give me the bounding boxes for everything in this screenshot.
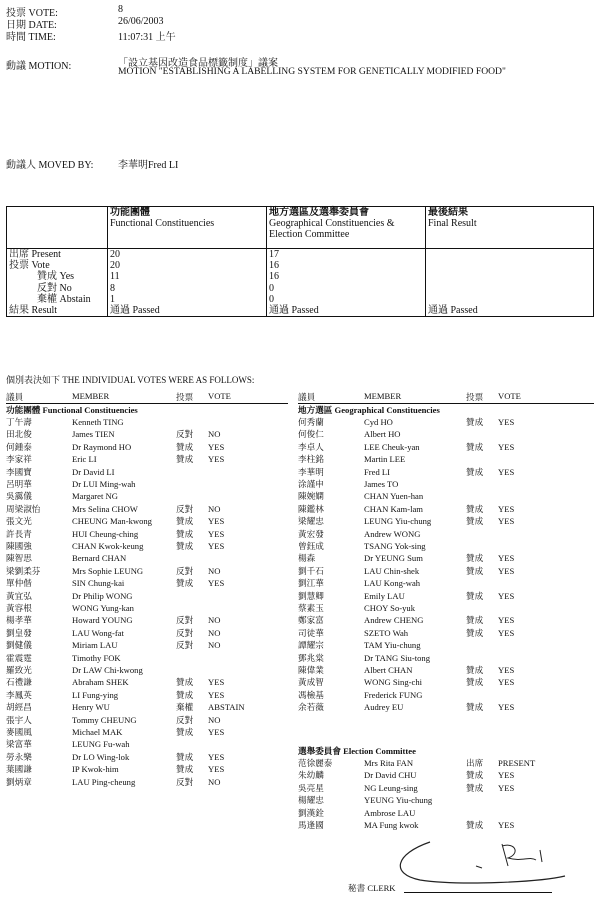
right-header-member-zh: 議員 — [298, 392, 316, 402]
vote-en: ABSTAIN — [208, 702, 245, 713]
final-values — [426, 249, 594, 317]
vote-en: NO — [208, 640, 221, 651]
label-present: 出席 Present — [9, 249, 61, 260]
member-name-zh: 周梁淑怡 — [6, 503, 41, 514]
vote-zh: 反對 — [176, 714, 194, 725]
vote-zh: 贊成 — [176, 578, 194, 589]
member-name-en: Abraham SHEK — [72, 677, 129, 688]
vote-number-value: 8 — [118, 4, 123, 15]
member-name-zh: 丁午壽 — [6, 417, 32, 427]
member-name-en: LI Fung-ying — [72, 689, 119, 700]
member-name-en: Dr Philip WONG — [72, 590, 133, 601]
final-header-zh: 最後結果 — [428, 207, 468, 218]
member-name-en: CHAN Yuen-han — [364, 491, 424, 502]
member-name-en: SZETO Wah — [364, 627, 409, 638]
label-result: 結果 Result — [9, 304, 58, 316]
member-name-en: CHEUNG Man-kwong — [72, 516, 152, 527]
member-name-zh: 劉炳章 — [6, 776, 32, 787]
vote-zh: 贊成 — [466, 417, 484, 427]
member-name-zh: 霍震霆 — [6, 652, 32, 663]
member-name-en: Cyd HO — [364, 417, 393, 427]
member-name-zh: 黃容根 — [6, 603, 32, 613]
member-name-zh: 李家祥 — [6, 454, 32, 465]
member-name-en: Dr LO Wing-lok — [72, 751, 130, 762]
vote-en: YES — [498, 627, 515, 638]
right-header-member-en: MEMBER — [364, 391, 402, 401]
fc-header-zh: 功能團體 — [110, 207, 150, 218]
member-name-zh: 劉慧卿 — [298, 590, 324, 601]
vote-zh: 反對 — [176, 565, 194, 576]
vote-zh: 贊成 — [466, 820, 484, 830]
vote-zh: 贊成 — [466, 782, 484, 793]
member-name-zh: 司徒華 — [298, 627, 324, 638]
vote-zh: 出席 — [466, 758, 484, 768]
member-name-en: Fred LI — [364, 466, 391, 477]
vote-en: YES — [208, 751, 225, 762]
member-name-en: Timothy FOK — [72, 652, 121, 663]
member-name-en: Frederick FUNG — [364, 689, 423, 700]
vote-zh: 反對 — [176, 429, 194, 440]
member-name-zh: 劉皇發 — [6, 627, 32, 638]
vote-en: YES — [498, 820, 515, 830]
member-name-en: Emily LAU — [364, 590, 405, 601]
member-name-en: HUI Cheung-ching — [72, 528, 139, 539]
ec-section-heading: 選舉委員會 Election Committee — [298, 746, 416, 756]
vote-zh: 贊成 — [466, 516, 484, 527]
vote-en: YES — [498, 553, 515, 564]
member-name-en: TSANG Yok-sing — [364, 541, 426, 551]
member-name-en: SIN Chung-kai — [72, 578, 125, 589]
member-name-en: Mrs Rita FAN — [364, 758, 414, 768]
member-name-en: Howard YOUNG — [72, 615, 133, 626]
gc-header — [267, 207, 426, 249]
member-name-en: Dr LUI Ming-wah — [72, 479, 136, 489]
vote-en: NO — [208, 714, 221, 725]
gc-abstain: 0 — [269, 293, 274, 305]
member-name-zh: 劉漢銓 — [298, 807, 324, 818]
member-name-zh: 陳偉業 — [298, 665, 324, 675]
member-name-zh: 梁劉柔芬 — [6, 565, 41, 576]
member-name-zh: 鄧兆棠 — [298, 652, 324, 663]
clerk-signature — [390, 836, 570, 886]
gc-result: 通過 Passed — [269, 304, 319, 316]
label-vote: 投票 Vote — [9, 260, 50, 272]
gc-present: 17 — [269, 249, 279, 260]
member-name-zh: 吳靄儀 — [6, 491, 32, 502]
member-name-en: IP Kwok-him — [72, 764, 119, 775]
member-name-en: Dr Raymond HO — [72, 441, 132, 452]
gc-values — [267, 249, 426, 317]
vote-zh: 贊成 — [176, 764, 194, 775]
member-name-en: YEUNG Yiu-chung — [364, 795, 433, 806]
vote-en: YES — [498, 615, 515, 626]
vote-zh: 反對 — [176, 627, 194, 638]
vote-en: YES — [208, 441, 225, 452]
member-name-en: Miriam LAU — [72, 640, 118, 651]
member-name-zh: 楊森 — [298, 553, 316, 564]
member-name-en: Michael MAK — [72, 727, 123, 737]
member-name-en: LEE Cheuk-yan — [364, 441, 420, 452]
member-name-zh: 張文光 — [6, 516, 32, 527]
member-name-zh: 羅致光 — [6, 665, 32, 675]
final-result: 通過 Passed — [428, 304, 478, 316]
member-name-en: WONG Yung-kan — [72, 603, 134, 613]
vote-en: YES — [498, 677, 515, 688]
vote-zh: 贊成 — [466, 466, 484, 477]
member-name-en: Albert HO — [364, 429, 401, 440]
fc-present: 20 — [110, 249, 120, 260]
member-name-en: Andrew CHENG — [364, 615, 424, 626]
member-name-zh: 梁耀忠 — [298, 516, 324, 527]
vote-zh: 反對 — [176, 503, 194, 514]
member-name-en: LEUNG Yiu-chung — [364, 516, 432, 527]
vote-zh: 棄權 — [176, 702, 194, 713]
summary-row-labels — [7, 249, 108, 317]
left-header-vote-en: VOTE — [208, 391, 231, 401]
member-name-zh: 吳亮星 — [298, 782, 324, 793]
member-name-zh: 單仲偕 — [6, 578, 32, 589]
member-name-zh: 曾鈺成 — [298, 541, 324, 551]
member-name-en: Tommy CHEUNG — [72, 714, 137, 725]
final-header-en: Final Result — [428, 218, 477, 230]
motion-label: 動議 MOTION: — [6, 61, 72, 72]
member-name-en: WONG Sing-chi — [364, 677, 422, 688]
time-label: 時間 TIME: — [6, 32, 56, 43]
final-header — [426, 207, 594, 249]
vote-en: YES — [498, 770, 515, 781]
member-name-en: TAM Yiu-chung — [364, 640, 421, 651]
member-name-en: Andrew WONG — [364, 528, 421, 539]
vote-en: NO — [208, 503, 221, 514]
member-name-zh: 李鳳英 — [6, 689, 32, 700]
left-header-member-zh: 議員 — [6, 392, 24, 402]
fc-section-heading: 功能團體 Functional Constituencies — [6, 405, 138, 415]
gc-yes: 16 — [269, 271, 279, 283]
member-name-zh: 黃成智 — [298, 677, 324, 688]
clerk-signature-line — [404, 892, 552, 893]
member-name-en: Henry WU — [72, 702, 110, 713]
date-label: 日期 DATE: — [6, 20, 57, 31]
vote-en: YES — [498, 782, 515, 793]
vote-zh: 贊成 — [176, 454, 194, 465]
gc-header-en: Geographical Constituencies & — [269, 218, 395, 230]
vote-zh: 贊成 — [466, 702, 484, 713]
member-name-zh: 劉千石 — [298, 565, 324, 576]
label-abstain: 棄權 Abstain — [37, 293, 91, 305]
member-name-en: Dr David LI — [72, 466, 115, 477]
member-name-zh: 馮檢基 — [298, 689, 324, 700]
vote-en: YES — [498, 441, 515, 452]
fc-vote: 20 — [110, 260, 120, 272]
member-name-en: Martin LEE — [364, 454, 406, 465]
vote-en: YES — [498, 665, 515, 675]
gc-header-zh: 地方選區及選舉委員會 — [269, 207, 369, 218]
gc-section-heading: 地方選區 Geographical Constituencies — [298, 405, 440, 415]
member-name-en: LAU Ping-cheung — [72, 776, 136, 787]
vote-en: YES — [208, 578, 225, 589]
member-name-zh: 胡經昌 — [6, 702, 32, 713]
vote-en: NO — [208, 776, 221, 787]
member-name-en: LEUNG Fu-wah — [72, 739, 130, 750]
fc-yes: 11 — [110, 271, 120, 283]
vote-zh: 贊成 — [176, 751, 194, 762]
gc-no: 0 — [269, 282, 274, 294]
member-name-zh: 葉國謙 — [6, 764, 32, 775]
member-name-en: James TO — [364, 479, 399, 489]
member-name-zh: 劉健儀 — [6, 640, 32, 651]
member-name-en: Bernard CHAN — [72, 553, 127, 564]
member-name-en: Dr YEUNG Sum — [364, 553, 423, 564]
member-name-en: LAU Chin-shek — [364, 565, 420, 576]
member-name-en: CHOY So-yuk — [364, 603, 416, 613]
label-no: 反對 No — [37, 282, 72, 294]
member-name-zh: 麥國風 — [6, 727, 32, 737]
member-name-zh: 張宇人 — [6, 714, 32, 725]
label-yes: 贊成 Yes — [37, 271, 75, 283]
fc-values — [108, 249, 267, 317]
vote-en: YES — [498, 466, 515, 477]
vote-en: YES — [498, 503, 515, 514]
member-name-en: Margaret NG — [72, 491, 118, 502]
vote-zh: 贊成 — [176, 677, 194, 688]
member-name-zh: 陳智思 — [6, 553, 32, 564]
date-value: 26/06/2003 — [118, 16, 164, 27]
right-header-vote-zh: 投票 — [466, 392, 484, 402]
vote-zh: 贊成 — [466, 565, 484, 576]
vote-en: NO — [208, 627, 221, 638]
fc-header-en: Functional Constituencies — [110, 218, 215, 230]
summary-corner — [7, 207, 108, 249]
right-header-vote-en: VOTE — [498, 391, 521, 401]
vote-zh: 反對 — [176, 640, 194, 651]
member-name-zh: 黃宏發 — [298, 528, 324, 539]
vote-en: YES — [498, 516, 515, 527]
member-name-zh: 馬逢國 — [298, 820, 324, 830]
member-name-zh: 田北俊 — [6, 429, 32, 440]
member-name-zh: 涂謹申 — [298, 479, 324, 489]
member-name-zh: 李國寶 — [6, 466, 32, 477]
member-name-zh: 陳婉嫻 — [298, 491, 324, 502]
member-name-zh: 梁富華 — [6, 739, 32, 750]
gc-header-en2: Election Committee — [269, 229, 350, 241]
member-name-en: CHAN Kwok-keung — [72, 541, 144, 551]
vote-en: YES — [498, 417, 515, 427]
clerk-label: 秘書 CLERK — [348, 883, 396, 893]
vote-en: YES — [208, 528, 225, 539]
vote-en: NO — [208, 429, 221, 440]
member-name-zh: 何鍾泰 — [6, 441, 32, 452]
vote-zh: 反對 — [176, 615, 194, 626]
vote-zh: 贊成 — [176, 441, 194, 452]
member-name-en: CHAN Kam-lam — [364, 503, 423, 514]
vote-en: YES — [498, 590, 515, 601]
member-name-zh: 譚耀宗 — [298, 640, 324, 651]
member-name-zh: 何秀蘭 — [298, 417, 324, 427]
member-name-en: Eric LI — [72, 454, 97, 465]
vote-zh: 反對 — [176, 776, 194, 787]
member-name-zh: 呂明華 — [6, 479, 32, 489]
vote-summary-table — [6, 206, 594, 317]
member-name-zh: 李華明 — [298, 466, 324, 477]
member-name-en: Audrey EU — [364, 702, 404, 713]
member-name-zh: 黃宜弘 — [6, 590, 32, 601]
fc-abstain: 1 — [110, 293, 115, 305]
vote-zh: 贊成 — [466, 441, 484, 452]
vote-en: YES — [208, 516, 225, 527]
left-header-vote-zh: 投票 — [176, 392, 194, 402]
member-name-zh: 朱幼麟 — [298, 770, 324, 781]
member-name-en: MA Fung kwok — [364, 820, 419, 830]
vote-en: YES — [208, 541, 225, 551]
member-name-zh: 許長青 — [6, 528, 32, 539]
vote-en: NO — [208, 565, 221, 576]
vote-en: YES — [208, 689, 225, 700]
member-name-en: Dr LAW Chi-kwong — [72, 665, 143, 675]
vote-zh: 贊成 — [176, 541, 194, 551]
vote-zh: 贊成 — [176, 528, 194, 539]
member-name-zh: 楊耀忠 — [298, 795, 324, 806]
motion-title-en: MOTION "ESTABLISHING A LABELLING SYSTEM FOR GENETICALLY MODIFIED FOOD" — [118, 66, 506, 77]
member-name-en: James TIEN — [72, 429, 115, 440]
member-name-zh: 楊孝華 — [6, 615, 32, 626]
vote-en: YES — [208, 764, 225, 775]
time-value: 11:07:31 上午 — [118, 32, 176, 43]
vote-en: YES — [498, 702, 515, 713]
member-name-en: Mrs Selina CHOW — [72, 503, 138, 514]
fc-result: 通過 Passed — [110, 304, 160, 316]
member-name-zh: 鄭家富 — [298, 615, 324, 626]
vote-zh: 贊成 — [466, 553, 484, 564]
member-name-zh: 何俊仁 — [298, 429, 324, 440]
vote-zh: 贊成 — [466, 615, 484, 626]
left-header-member-en: MEMBER — [72, 391, 110, 401]
fc-header — [108, 207, 267, 249]
vote-en: YES — [208, 727, 225, 737]
member-name-en: LAU Kong-wah — [364, 578, 421, 589]
gc-vote: 16 — [269, 260, 279, 272]
motion-title-zh: 「設立基因改造食品標籤制度」議案 — [118, 58, 278, 69]
vote-en: YES — [498, 565, 515, 576]
member-name-en: NG Leung-sing — [364, 782, 418, 793]
vote-en: YES — [208, 454, 225, 465]
member-name-zh: 余若薇 — [298, 702, 324, 713]
member-name-zh: 石禮謙 — [6, 677, 32, 688]
vote-zh: 贊成 — [466, 503, 484, 514]
member-name-en: LAU Wong-fat — [72, 627, 124, 638]
member-name-zh: 陳國強 — [6, 541, 32, 551]
vote-zh: 贊成 — [176, 516, 194, 527]
member-name-zh: 蔡素玉 — [298, 603, 324, 613]
member-name-en: Albert CHAN — [364, 665, 413, 675]
individual-votes-title: 個別表決如下 THE INDIVIDUAL VOTES WERE AS FOLLOWS: — [6, 375, 255, 385]
vote-number-label: 投票 VOTE: — [6, 8, 58, 19]
member-name-zh: 陳鑑林 — [298, 503, 324, 514]
vote-zh: 贊成 — [466, 770, 484, 781]
vote-zh: 贊成 — [466, 677, 484, 688]
member-name-zh: 勞永樂 — [6, 751, 32, 762]
vote-zh: 贊成 — [466, 627, 484, 638]
vote-zh: 贊成 — [176, 689, 194, 700]
vote-zh: 贊成 — [176, 727, 194, 737]
fc-no: 8 — [110, 282, 115, 294]
vote-en: YES — [208, 677, 225, 688]
moved-by-label: 動議人 MOVED BY: — [6, 160, 94, 171]
vote-en: PRESENT — [498, 758, 536, 768]
member-name-en: Mrs Sophie LEUNG — [72, 565, 144, 576]
vote-en: NO — [208, 615, 221, 626]
member-name-zh: 劉江華 — [298, 578, 324, 589]
member-name-en: Dr TANG Siu-tong — [364, 652, 430, 663]
vote-zh: 贊成 — [466, 590, 484, 601]
member-name-en: Kenneth TING — [72, 417, 124, 427]
vote-zh: 贊成 — [466, 665, 484, 675]
moved-by-value: 李華明Fred LI — [118, 160, 179, 171]
member-name-zh: 范徐麗泰 — [298, 758, 333, 768]
member-name-zh: 李柱銘 — [298, 454, 324, 465]
member-name-en: Dr David CHU — [364, 770, 417, 781]
member-name-zh: 李卓人 — [298, 441, 324, 452]
member-name-en: Ambrose LAU — [364, 807, 416, 818]
